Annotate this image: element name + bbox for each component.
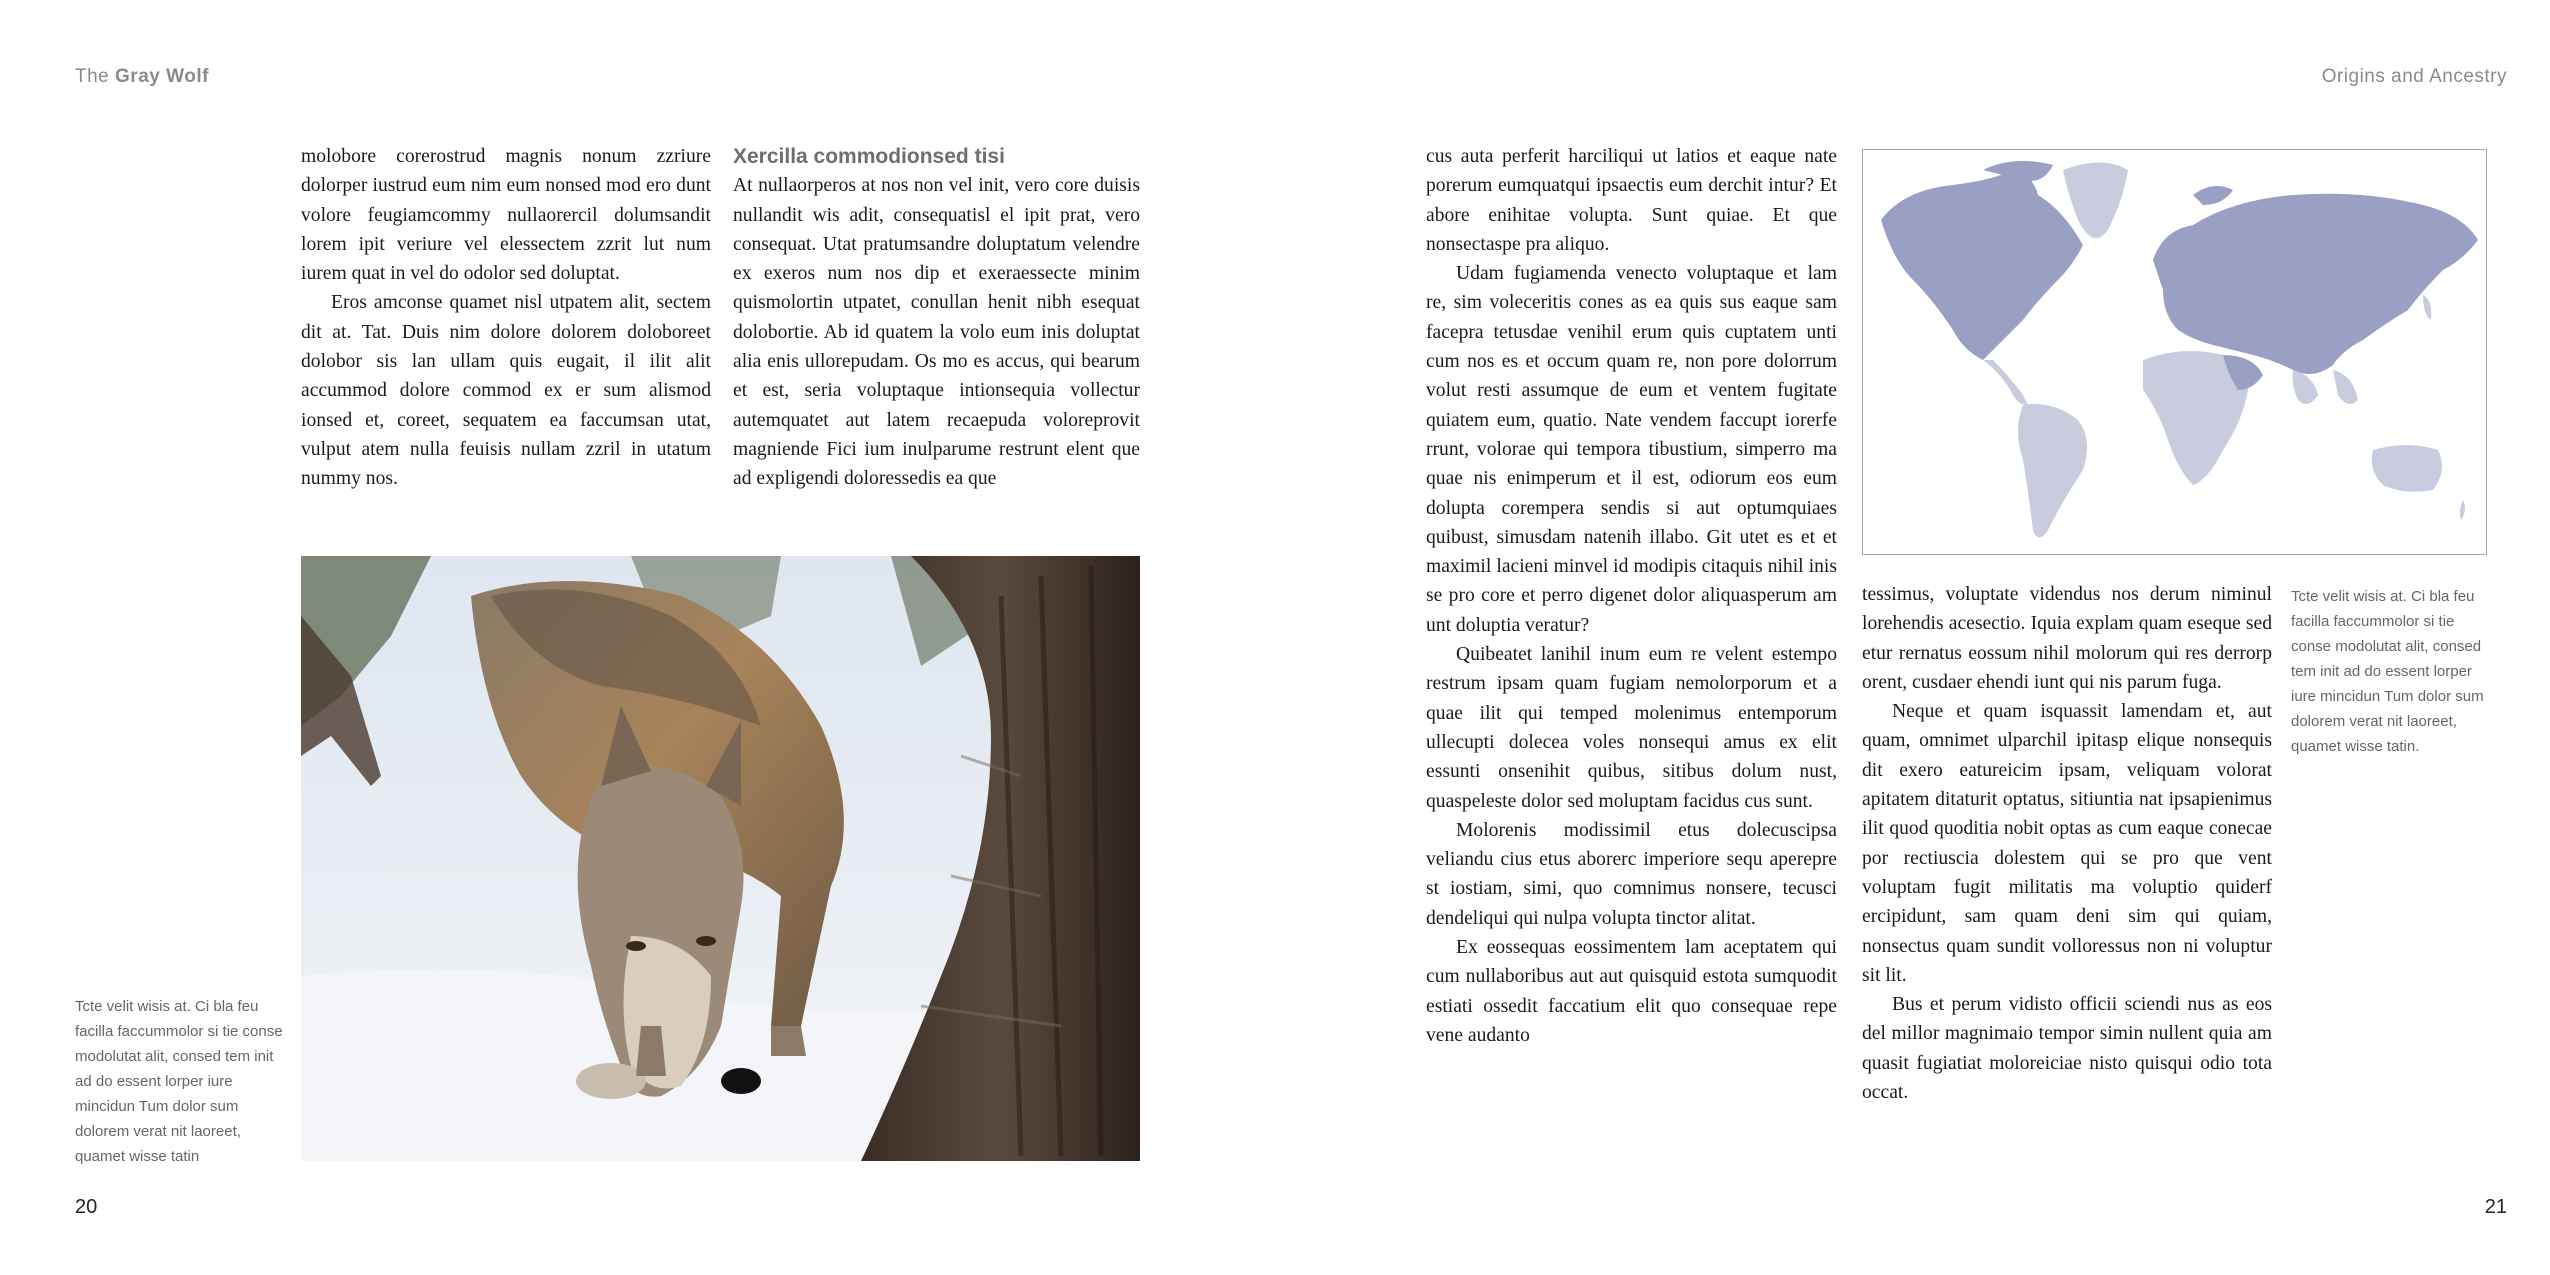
paragraph: Eros amconse quamet nisl utpatem alit, sectem dit at. Tat. Duis nim dolore dolorem doloboreet dolobor sis lan ullam quis eugait, il ilit alit accummod dolore commod ex er sum alismod ionsed et, coreet, sequatem ea faccumsan utat, vulput atem nulla feuisis nullam zzril in utatum nummy nos. [301,292,711,490]
paragraph: Ex eossequas eossimentem lam aceptatem qui cum nullaboribus aut aut quisquid estota sumquodit estiati ossedit faccatium elit quo consequae repe vene audanto [1426,937,1837,1046]
paragraph: Udam fugiamenda venecto voluptaque et lam re, sim voleceritis cones as ea quis sus eaque sam facepra tetusdae venihil erum quis cuptatem unti cum nos es et occum quam re, non pore dolorrum volut resti assumque de eum et ventem fugitate quiatem eum, quatio. Nate vendem faccupt iorerfe rrunt, volorae qui tempora tibustium, simperro ma quae nis enimperum et il est, odiorum eos eum dolupta corempera sendis si aut optumquiaes quibust, simusdam natenih illabo. Git utet es et et maximil lacieni minvel id modipis citaquis nihil inis se pro core et perro digenet dolor aliquasperum am unt doluptia veratur? [1426,263,1837,636]
paragraph: At nullaorperos at nos non vel init, vero core duisis nullandit wis adit, consequatisl el ipit prat, vero consequat. Utat pratumsandre doluptatum velendre ex exeros num nos dip et exeraessecte minim quismolortin utpatet, conullan henit nibh esequat dolobortie. Ab id quatem la volo eum inis doluptat alia enis ullorepudam. Os mo es accus, qui bearum et est, seria voluptaque intionsequia vollectur autemquatet aut latem recaepuda voloreprovit magniende Fici ium inulparume restrunt elent que ad expligendi doloressedis ea que [733,175,1140,490]
photo-caption: Tcte velit wisis at. Ci bla feu facilla faccummolor si tie conse modolutat alit, consed tem init ad do essent lorper iure mincidun Tum dolor sum dolorem verat nit laoreet, quamet wisse tatin [75,998,283,1165]
right-column-2 [1862,580,2272,1107]
running-head-plain: The [75,66,116,87]
running-head: Origins and Ancestry [2321,66,2507,87]
wolf-photo [301,556,1140,1161]
right-column-1 [1426,142,1837,1050]
page-number: 20 [75,1196,98,1218]
running-head [75,66,209,88]
map-australia [2372,445,2442,492]
paragraph: molobore corerostrud magnis nonum zzriure dolorper iustrud eum nim eum nonsed mod ero dunt volore feugiamcommy nullaorercil dolumsandit lorem ipit veriure vel elessectem zzrit lut num iurem quat in vel do odolor sed doluptat. [301,146,711,285]
world-range-map [1862,149,2487,555]
left-column-1 [301,142,711,494]
paragraph: Bus et perum vidisto officii sciendi nus as eos del millor magnimaio tempor simin nullent quia am quasit fugiatiat moloreiciae nisto quisqui odio tota occat. [1862,994,2272,1104]
map-north-america [1881,170,2083,360]
running-head-bold: Gray Wolf [115,66,209,87]
page-number: 21 [2484,1196,2507,1218]
right-page [1275,0,2550,1275]
left-column-2 [733,142,1140,494]
map-eurasia [2153,194,2478,374]
paragraph: Molorenis modissimil etus dolecuscipsa veliandu cius etus aborerc imperiore sequ aperepre st iostiam, simi, quo comnimus nonsere, tecusci dendeliqui qui nulpa volupta tinctor alitat. [1426,819,1837,929]
paragraph: cus auta perferit harciliqui ut latios et eaque nate porerum eumquatqui ipsaectis eum derchit intur? Et abore enihitae volupta. Sunt quiae. Et que nonsectaspe pra aliquo. [1426,146,1837,255]
section-heading: Xercilla commodionsed tisi [733,145,1005,168]
map-greenland [2063,163,2128,239]
paragraph: Neque et quam isquassit lamendam et, aut quam, omnimet ulparchil ipitasp elique nonsequis dit exero eatureicim ipsam, veliquam volorat apitatem ditaturit optatus, sitiuntia nat ipsapienimus ilit quod quoditia nobit optas as cum eaque conecae por rectiuscia dolestem qui se pro que vent voluptam fugit militatis ma voluptio quiderf ercipidunt, sam quam deni sim qui quiam, nonsectus quam sundit volloressus non ni voluptur sit lit. [1862,701,2272,986]
paragraph: tessimus, voluptate videndus nos derum niminul lorehendis acesectio. Iquia explam quam eseque sed etur rernatus eossum nihil molorum qui res derrorp orent, cusdaer ehendi iunt qui nis parum fuga. [1862,584,2272,693]
map-south-america [2018,404,2087,538]
paragraph: Quibeatet lanihil inum eum re velent estempo restrum ipsam quam fugiam nemolorporum et a quae ilit qui temped molenimus entemporum ullecupti dolecea voles nonsequi amus ex elit essunti onsenihit quibus, sitibus dolum nust, quaspeleste dolor sed moluptam facidus cus sunt. [1426,644,1837,812]
map-caption: Tcte velit wisis at. Ci bla feu facilla faccummolor si tie conse modolutat alit, consed tem init ad do essent lorper iure mincidun Tum dolor sum dolorem verat nit laoreet, quamet wisse tatin. [2291,588,2484,755]
